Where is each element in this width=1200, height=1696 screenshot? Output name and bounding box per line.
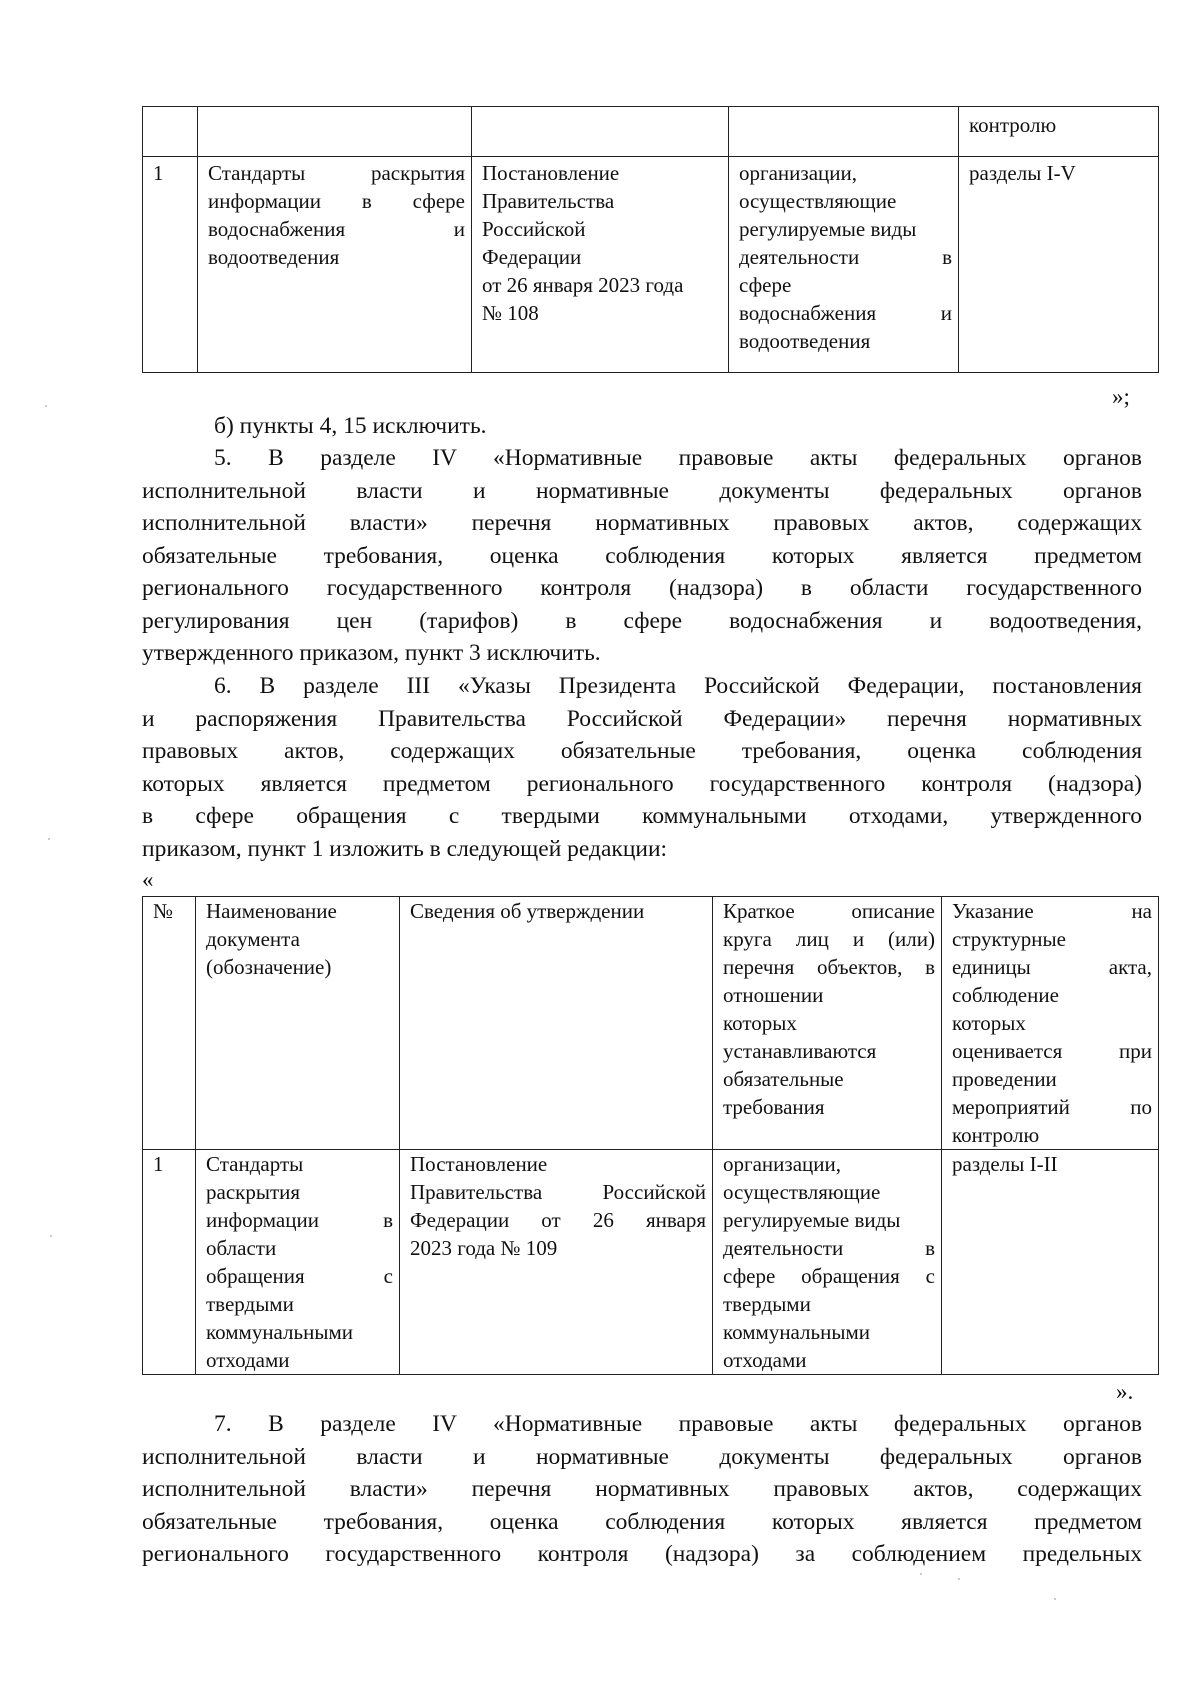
- header-line: мероприятий по: [952, 1095, 1152, 1119]
- table-water-supply: [142, 106, 1159, 373]
- cell-line: от 26 января 2023 года: [482, 273, 684, 297]
- approval-cell: [472, 157, 729, 373]
- cell-text: контролю: [969, 113, 1057, 137]
- header-line: обязательные: [723, 1067, 844, 1091]
- cell-line: водоснабжения и: [208, 217, 465, 241]
- row-number: [143, 157, 198, 373]
- table-cell: [472, 107, 729, 157]
- cell-line: № 108: [482, 301, 539, 325]
- header-line: соблюдение: [952, 983, 1059, 1007]
- header-name: [196, 897, 400, 1150]
- table-row: [143, 157, 1159, 373]
- header-approval: [400, 897, 713, 1150]
- header-subjects: [713, 897, 942, 1150]
- scan-speck: [45, 405, 47, 407]
- header-line: единицы акта,: [952, 955, 1152, 979]
- paragraph-6: [142, 670, 1142, 865]
- cell-line: деятельности в: [739, 245, 952, 269]
- paragraph-line: которых является предметом регионального государственного контроля (надзора): [142, 770, 1142, 797]
- row-number-text: 1: [153, 161, 164, 185]
- table-cell: [198, 107, 472, 157]
- cell-line: информации в сфере: [208, 189, 465, 213]
- cell-line: деятельности в: [723, 1236, 935, 1260]
- paragraph-line: регулирования цен (тарифов) в сфере водоснабжения и водоотведения,: [142, 607, 1142, 634]
- cell-line: Постановление: [410, 1152, 548, 1176]
- header-line: требования: [723, 1095, 825, 1119]
- cell-line: коммунальными: [723, 1320, 870, 1344]
- approval-cell: [400, 1150, 713, 1375]
- structural-units-cell: [942, 1150, 1159, 1375]
- paragraph-line: 6. В разделе III «Указы Президента Российской Федерации, постановления: [214, 673, 1142, 699]
- opening-quote: «: [142, 867, 154, 892]
- table-header-row: [143, 897, 1159, 1150]
- cell-line: регулируемые виды: [739, 217, 917, 241]
- cell-line: обращения с: [206, 1264, 393, 1288]
- cell-line: организации,: [739, 161, 857, 185]
- paragraph-line: обязательные требования, оценка соблюдения которых является предметом: [142, 542, 1142, 569]
- paragraph-line: утвержденного приказом, пункт 3 исключить.: [142, 640, 601, 666]
- paragraph-line: приказом, пункт 1 изложить в следующей редакции:: [142, 835, 668, 862]
- header-text: №: [153, 899, 174, 923]
- cell-line: раскрытия: [206, 1180, 301, 1204]
- row-number: [143, 1150, 196, 1375]
- cell-line: Стандарты раскрытия: [208, 161, 465, 185]
- closing-quote: »;: [1112, 384, 1130, 409]
- header-line: контролю: [952, 1123, 1040, 1147]
- cell-line: Постановление: [482, 161, 620, 185]
- scan-speck: [1054, 1598, 1056, 1600]
- cell-line: сфере: [739, 273, 792, 297]
- header-line: отношении: [723, 983, 824, 1007]
- cell-line: Российской: [482, 217, 586, 241]
- paragraph-line: регионального государственного контроля (надзора) в области государственного: [142, 575, 1142, 601]
- cell-line: Правительства Российской: [410, 1180, 706, 1204]
- paragraph-line: регионального государственного контроля (надзора) за соблюдением предельных: [142, 1541, 1142, 1567]
- header-line: Сведения об утверждении: [410, 899, 645, 923]
- cell-line: твердыми: [206, 1292, 294, 1316]
- closing-quote: ».: [1116, 1379, 1134, 1404]
- header-line: документа: [206, 927, 300, 951]
- header-line: которых: [723, 1011, 797, 1035]
- cell-line: области: [206, 1236, 277, 1260]
- cell-line: организации,: [723, 1152, 841, 1176]
- cell-line: Правительства: [482, 189, 615, 213]
- header-line: Наименование: [206, 899, 337, 923]
- header-line: оценивается при: [952, 1039, 1152, 1063]
- header-line: перечня объектов, в: [723, 955, 935, 979]
- scan-speck: [50, 1235, 52, 1237]
- cell-line: осуществляющие: [739, 189, 897, 213]
- paragraph-5: [142, 442, 1142, 670]
- paragraph-line: 5. В разделе IV «Нормативные правовые акты федеральных органов: [214, 445, 1142, 471]
- scan-speck: [958, 1578, 960, 1580]
- structural-units-cell: [959, 157, 1159, 373]
- cell-line: разделы I-II: [952, 1152, 1058, 1176]
- scan-speck: [48, 838, 50, 840]
- header-line: Краткое описание: [723, 899, 935, 923]
- paragraph-line: обязательные требования, оценка соблюдения которых является предметом: [142, 1508, 1142, 1535]
- document-name-cell: [196, 1150, 400, 1375]
- header-line: которых: [952, 1011, 1026, 1035]
- table-cell: [959, 107, 1159, 157]
- paragraph-line: правовых актов, содержащих обязательные требования, оценка соблюдения: [142, 738, 1142, 764]
- subjects-cell: [713, 1150, 942, 1375]
- cell-line: водоотведения: [739, 329, 871, 353]
- paragraph-b: [142, 410, 1142, 443]
- table-solid-waste: [142, 896, 1159, 1375]
- table-row: [143, 1150, 1159, 1375]
- cell-line: отходами: [206, 1348, 290, 1372]
- cell-line: осуществляющие: [723, 1180, 881, 1204]
- table-cell: [143, 107, 198, 157]
- paragraph-line: 7. В разделе IV «Нормативные правовые акты федеральных органов: [214, 1411, 1142, 1437]
- header-line: структурные: [952, 927, 1066, 951]
- paragraph-7: [142, 1408, 1142, 1571]
- header-line: устанавливаются: [723, 1039, 877, 1063]
- cell-line: 2023 года № 109: [410, 1236, 558, 1260]
- subjects-cell: [729, 157, 959, 373]
- cell-line: водоснабжения и: [739, 301, 952, 325]
- cell-line: отходами: [723, 1348, 807, 1372]
- paragraph-line: в сфере обращения с твердыми коммунальными отходами, утвержденного: [142, 803, 1142, 829]
- header-units: [942, 897, 1159, 1150]
- header-line: (обозначение): [206, 955, 332, 979]
- cell-line: Федерации: [482, 245, 582, 269]
- paragraph-line: исполнительной власти» перечня нормативных правовых актов, содержащих: [142, 510, 1142, 536]
- header-line: круга лиц и (или): [723, 927, 935, 951]
- paragraph-line: б) пункты 4, 15 исключить.: [214, 413, 487, 439]
- cell-line: коммунальными: [206, 1320, 353, 1344]
- cell-line: Федерации от 26 января: [410, 1208, 706, 1232]
- table-row: [143, 107, 1159, 157]
- cell-line: информации в: [206, 1208, 393, 1232]
- cell-line: регулируемые виды: [723, 1208, 901, 1232]
- row-number-text: 1: [153, 1152, 164, 1176]
- paragraph-line: исполнительной власти» перечня нормативных правовых актов, содержащих: [142, 1476, 1142, 1502]
- paragraph-line: и распоряжения Правительства Российской Федерации» перечня нормативных: [142, 705, 1142, 732]
- paragraph-line: исполнительной власти и нормативные документы федеральных органов: [142, 477, 1142, 504]
- cell-line: сфере обращения с: [723, 1264, 935, 1288]
- cell-line: разделы I-V: [969, 161, 1076, 185]
- header-num: [143, 897, 196, 1150]
- cell-line: Стандарты: [206, 1152, 304, 1176]
- paragraph-line: исполнительной власти и нормативные документы федеральных органов: [142, 1443, 1142, 1470]
- table-cell: [729, 107, 959, 157]
- cell-line: водоотведения: [208, 245, 340, 269]
- document-name-cell: [198, 157, 472, 373]
- cell-line: твердыми: [723, 1292, 811, 1316]
- header-line: Указание на: [952, 899, 1152, 923]
- scan-speck: [920, 1573, 922, 1575]
- header-line: проведении: [952, 1067, 1057, 1091]
